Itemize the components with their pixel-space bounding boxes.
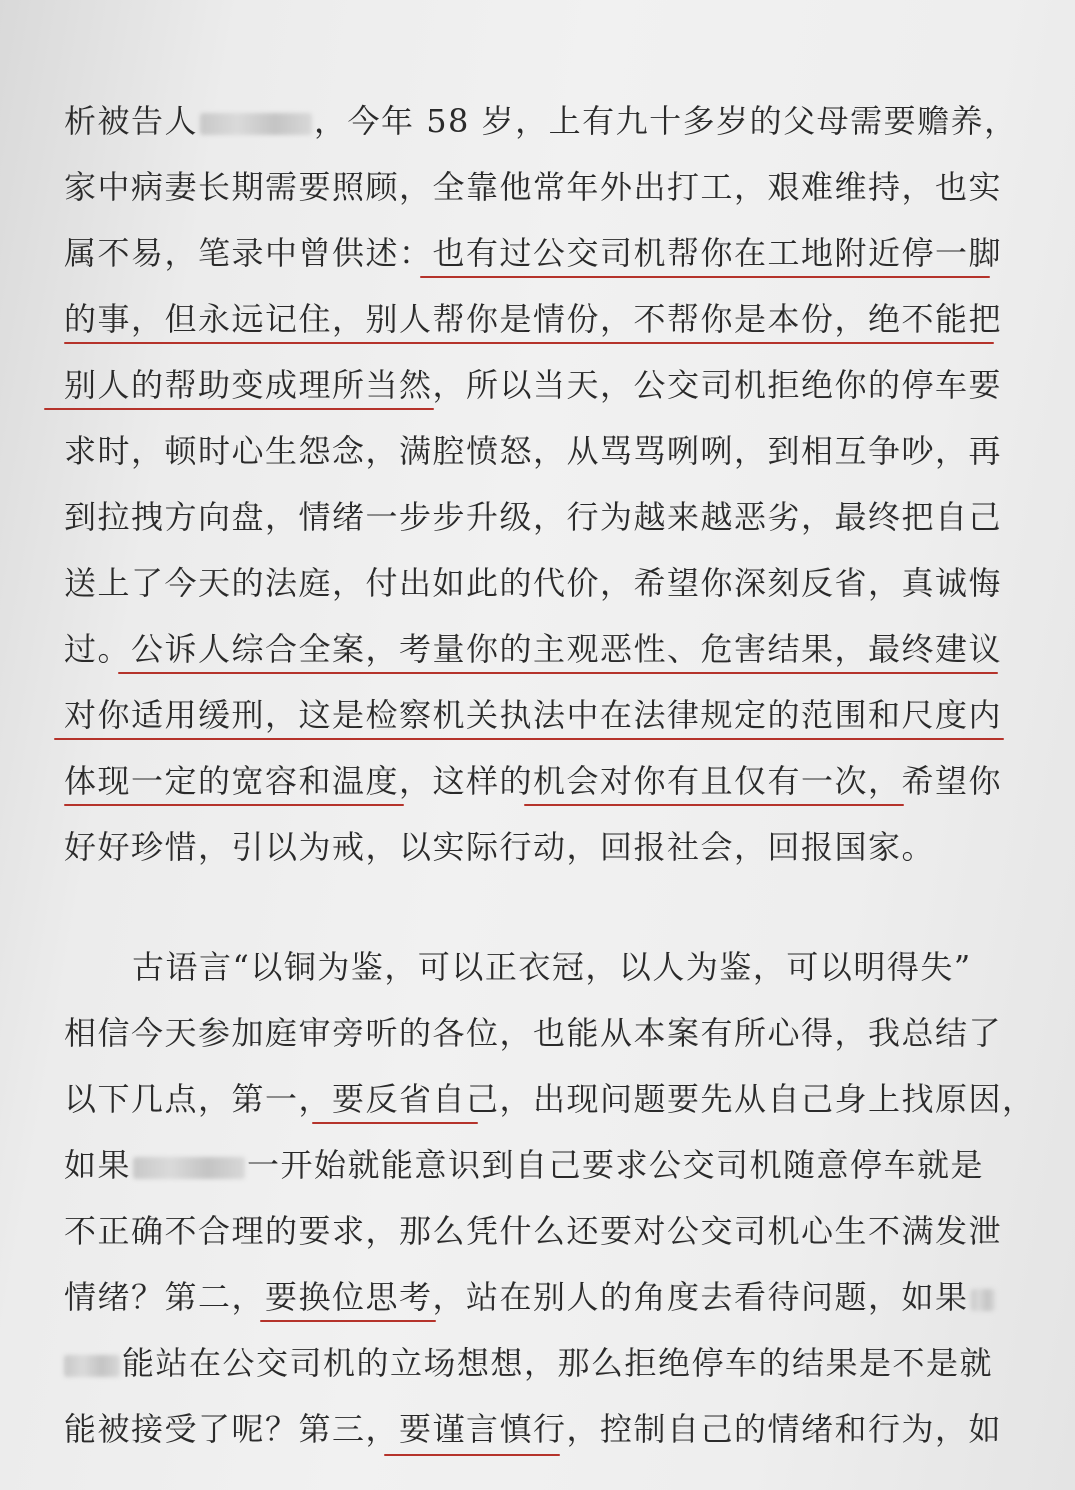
line-text: 的事，但永远记住，别人帮你是情份，不帮你是本份，绝不能把 [64,300,1003,338]
line-text: 家中病妻长期需要照顾，全靠他常年外出打工，艰难维持，也实 [64,168,1003,206]
text-line [64,220,1024,286]
document-body [64,88,1036,1462]
line-text: ，今年 58 岁，上有九十多岁的父母需要赡养， [314,102,1018,140]
underline-annotation [260,1320,436,1322]
redacted-name [133,1157,245,1179]
line-text: 求时，顿时心生怨念，满腔愤怒，从骂骂咧咧，到相互争吵，再 [64,432,1003,470]
line-text: 别人的帮助变成理所当然，所以当天，公交司机拒绝你的停车要 [64,366,1003,404]
text-line [64,1198,1024,1264]
line-text: 如果 [64,1146,132,1184]
text-line [64,1264,1024,1330]
text-line [64,1132,1024,1198]
line-text: 相信今天参加庭审旁听的各位，也能从本案有所心得，我总结了 [64,1014,1003,1052]
line-text: 到拉拽方向盘，情绪一步步升级，行为越来越恶劣，最终把自己 [64,498,1003,536]
line-text: 送上了今天的法庭，付出如此的代价，希望你深刻反省，真诚悔 [64,564,1003,602]
line-text: 好好珍惜，引以为戒，以实际行动，回报社会，回报国家。 [64,828,936,866]
line-text: 能站在公交司机的立场想想，那么拒绝停车的结果是不是就 [122,1344,994,1382]
line-text: 不正确不合理的要求，那么凭什么还要对公交司机心生不满发泄 [64,1212,1003,1250]
paragraph-gap [64,880,1024,934]
underline-annotation [312,1122,478,1124]
line-text: 能被接受了呢？第三，要谨言慎行，控制自己的情绪和行为，如 [64,1410,1003,1448]
text-line [64,616,1024,682]
text-line [64,748,1024,814]
text-line [64,418,1024,484]
underline-annotation [64,804,404,806]
underline-annotation [384,1454,560,1456]
line-text: 对你适用缓刑，这是检察机关执法中在法律规定的范围和尺度内 [64,696,1003,734]
line-text: 古语言“以铜为鉴，可以正衣冠，以人为鉴，可以明得失” [132,948,972,986]
text-line [64,1396,1024,1462]
text-line [64,682,1024,748]
line-text: 情绪？第二，要换位思考，站在别人的角度去看待问题，如果 [64,1278,969,1316]
text-line [64,550,1024,616]
underline-annotation [420,276,990,278]
text-line [64,352,1024,418]
line-text: 以下几点，第一，要反省自己，出现问题要先从自己身上找原因， [64,1080,1036,1118]
text-line [64,934,1024,1000]
underline-annotation [524,804,904,806]
text-line [64,154,1024,220]
line-text: 体现一定的宽容和温度，这样的机会对你有且仅有一次，希望你 [64,762,1003,800]
text-line [64,88,1024,154]
redacted-name [64,1355,120,1377]
redacted-name [200,113,312,135]
underline-annotation [44,408,434,410]
text-line [64,1330,1024,1396]
text-line [64,286,1024,352]
line-text: 过。公诉人综合全案，考量你的主观恶性、危害结果，最终建议 [64,630,1003,668]
line-text: 属不易，笔录中曾供述：也有过公交司机帮你在工地附近停一脚 [64,234,1003,272]
line-text: 一开始就能意识到自己要求公交司机随意停车就是 [247,1146,985,1184]
line-text: 析被告人 [64,102,199,140]
text-line [64,814,1024,880]
redacted-name [971,1289,995,1311]
underline-annotation [54,738,1004,740]
text-line [64,1066,1036,1132]
text-line [64,1000,1024,1066]
text-line [64,484,1024,550]
underline-annotation [64,342,994,344]
underline-annotation [118,672,998,674]
